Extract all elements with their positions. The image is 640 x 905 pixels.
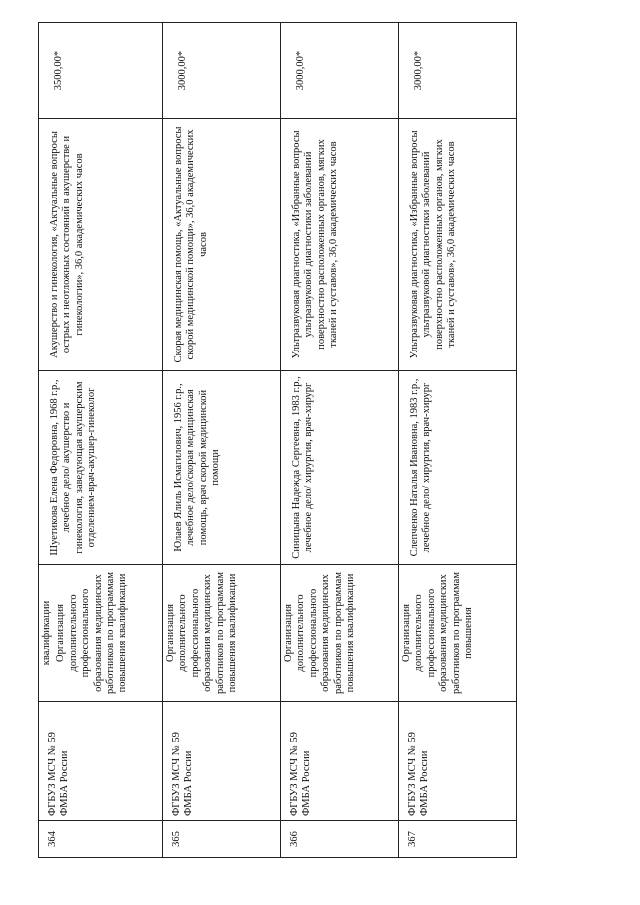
person-cell: Юлаев Ялиль Исмагилович, 1956 г.р., лечебное дело/скорая медицинская помощь, врач скорой медицинской помощи	[163, 371, 281, 565]
course-cell: Акушерство и гинекология, «Актуальные вопросы острых и неотложных состояний в акушерстве и гинекологии», 36,0 академических часов	[39, 119, 163, 371]
course-cell: Ультразвуковая диагностика, «Избранные вопросы ультразвуковой диагностики заболеваний поверхностно расположенных органов, мягких тканей и суставов», 36,0 академических часов	[399, 119, 517, 371]
registry-table	[38, 22, 517, 858]
program-cell: Организация дополнительного профессионального образования медицинских работников по программам повышения квалификации	[281, 565, 399, 702]
price-cell: 3000,00*	[399, 23, 517, 119]
row-number: 364	[39, 821, 163, 858]
row-number: 366	[281, 821, 399, 858]
program-text: Организация дополнительного профессионального образования медицинских работников по программам повышения квалификации	[55, 572, 129, 694]
row-number: 367	[399, 821, 517, 858]
person-cell: Синицына Надежда Сергеевна, 1983 г.р., лечебное дело/ хирургия, врач-хирург	[281, 371, 399, 565]
table-row	[39, 23, 163, 858]
program-carryover-text: квалификации	[41, 600, 52, 666]
table-row	[163, 23, 281, 858]
organization-cell: ФГБУЗ МСЧ № 59 ФМБА России	[163, 702, 281, 821]
program-cell: Организация дополнительного профессионального образования медицинских работников по программам повышения квалификации	[163, 565, 281, 702]
price-cell: 3500,00*	[39, 23, 163, 119]
organization-cell: ФГБУЗ МСЧ № 59 ФМБА России	[399, 702, 517, 821]
course-cell: Ультразвуковая диагностика, «Избранные вопросы ультразвуковой диагностики заболеваний поверхностно расположенных органов, мягких тканей и суставов», 36,0 академических часов	[281, 119, 399, 371]
person-cell: Слепченко Наталья Ивановна, 1983 г.р., лечебное дело/ хирургия, врач-хирург	[399, 371, 517, 565]
person-cell: Шуетикова Елена Федоровна, 1968 г.р., лечебное дело/ акушерство и гинекология, заведующая акушерским отделением-врач-акушер-гинеколог	[39, 371, 163, 565]
table-row	[399, 23, 517, 858]
program-cell	[39, 565, 163, 702]
course-cell: Скорая медицинская помощь, «Актуальные вопросы скорой медицинской помощи», 36,0 академических часов	[163, 119, 281, 371]
organization-cell: ФГБУЗ МСЧ № 59 ФМБА России	[281, 702, 399, 821]
price-cell: 3000,00*	[163, 23, 281, 119]
organization-cell: ФГБУЗ МСЧ № 59 ФМБА России	[39, 702, 163, 821]
row-number: 365	[163, 821, 281, 858]
price-cell: 3000,00*	[281, 23, 399, 119]
program-cell: Организация дополнительного профессионального образования медицинских работников по программам повышения	[399, 565, 517, 702]
table-row	[281, 23, 399, 858]
